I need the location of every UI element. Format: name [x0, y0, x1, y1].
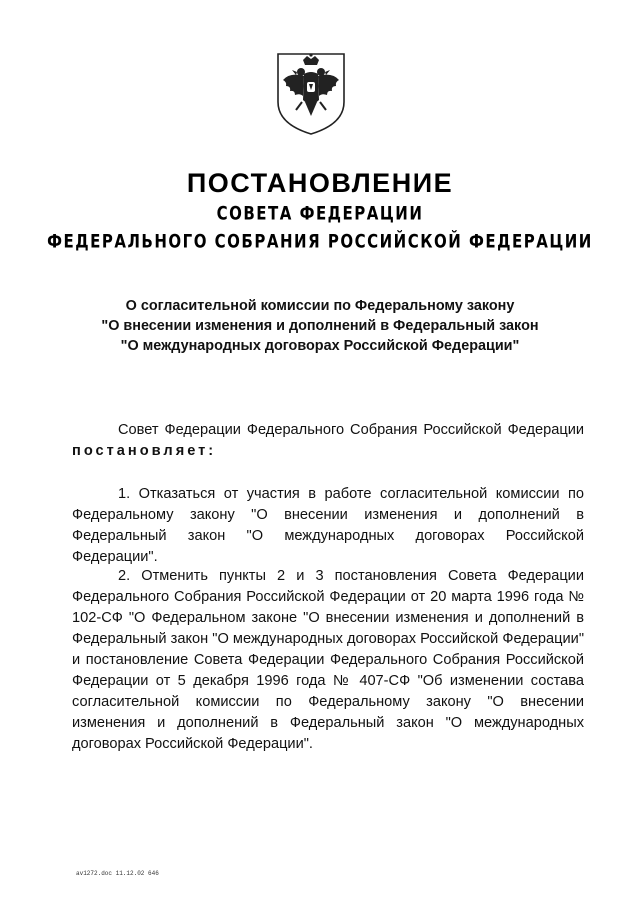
subject-line-1: О согласительной комиссии по Федеральному закону — [125, 298, 515, 314]
preamble-verb: постановляет: — [72, 443, 217, 459]
coat-of-arms-emblem-icon — [274, 50, 348, 136]
subject-line-3: "О международных договорах Российской Федерации" — [120, 338, 520, 354]
document-title: ПОСТАНОВЛЕНИЕ — [186, 168, 454, 198]
preamble-lead: Совет Федерации Федерального Собрания Российской Федерации — [118, 422, 584, 438]
document-subject — [40, 296, 600, 356]
file-reference: av1272.doc 11.12.02 646 — [76, 870, 159, 877]
resolution-item-2: 2. Отменить пункты 2 и 3 постановления Совета Федерации Федерального Собрания Российской Федерации от 20 марта 1996 года № 102-СФ "О Федеральном законе "О внесении изменения и дополнений в Федеральный закон "О международных договорах Российской Федерации" и постановление Совета Федерации Федерального Собрания Российской Федерации от 5 декабря 1996 года № 407-СФ "Об изменении состава согласительной комиссии по Федеральному закону "О внесении изменения и дополнений в Федеральный закон "О международных договорах Российской Федерации". — [72, 568, 584, 752]
subject-line-2: "О внесении изменения и дополнений в Федеральный закон — [101, 318, 539, 334]
preamble-paragraph — [72, 420, 584, 462]
issuer-line-2: ФЕДЕРАЛЬНОГО СОБРАНИЯ РОССИЙСКОЙ ФЕДЕРАЦИИ — [47, 229, 593, 253]
resolution-item-1: 1. Отказаться от участия в работе согласительной комиссии по Федеральному закону "О внесении изменения и дополнений в Федеральный закон "О международных договорах Российской Федерации". — [72, 486, 584, 565]
issuer-line-1: СОВЕТА ФЕДЕРАЦИИ — [216, 201, 424, 225]
